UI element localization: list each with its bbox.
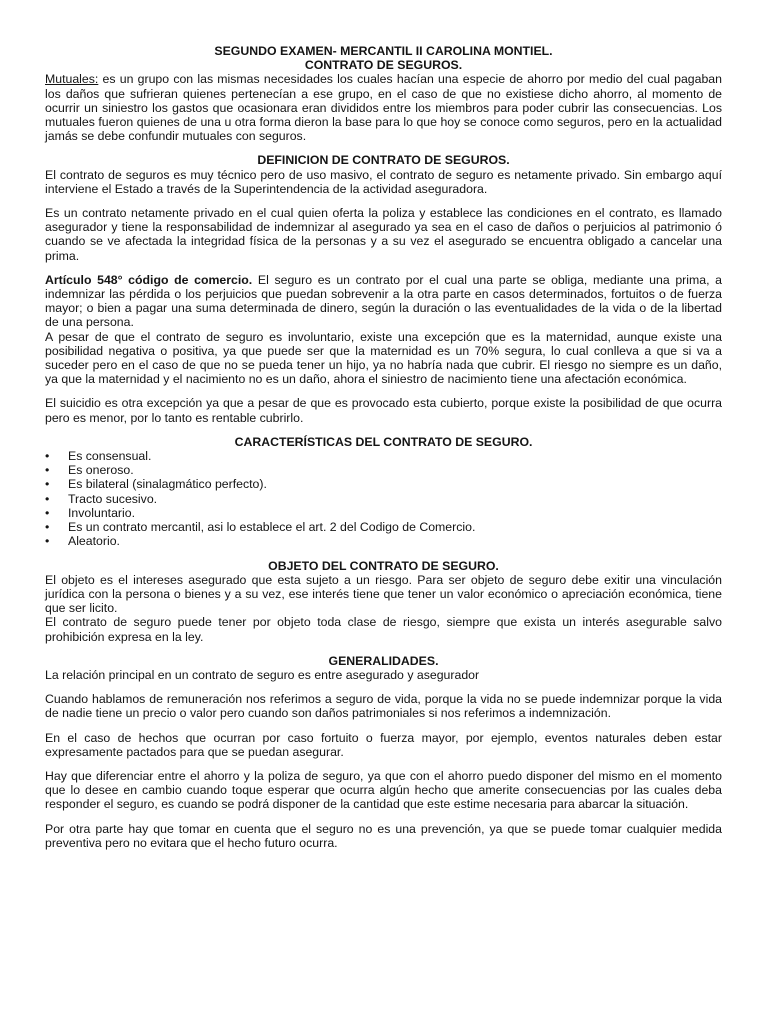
document-subtitle: CONTRATO DE SEGUROS. [304,58,463,73]
article-paragraph [45,273,722,330]
section-title-definicion: DEFINICION DE CONTRATO DE SEGUROS. [257,153,510,168]
spacer [45,721,722,731]
bullet-icon: • [45,477,50,492]
list-item-text: Tracto sucesivo. [68,491,158,506]
intro-text: es un grupo con las mismas necesidades los cuales hacían una especie de ahorro por medio del cual pagaban los daños que sufrieran quienes pertenecían a ese grupo, en el caso de que no existiese dicho ahorro, al momento de ocurrir un siniestro los gastos que ocasionara eran divididos entre los miembros para poder cubrir las consecuencias. Los mutuales fueron quienes de una u otra forma dieron la base para lo que hoy se conoce como seguros, pero en la actualidad jamás se debe confundir mutuales con seguros. [45,72,722,144]
definicion-paragraph-4: A pesar de que el contrato de seguro es involuntario, existe una excepción que es la maternidad, aunque existe una posibilidad negativa o positiva, ya que puede ser que la maternidad es un 70% segura, lo cual conlleva a que si va a suceder pero en el caso de que no se pueda tener un hijo, ya no habría nada que cubrir. El riesgo no siempre es un daño, ya que la maternidad y el nacimiento no es un daño, ahora el siniestro de nacimiento tiene una afectación económica. [45,329,722,387]
objeto-paragraph-2: El contrato de seguro puede tener por objeto toda clase de riesgo, siempre que exista un interés asegurable salvo prohibición expresa en la ley. [45,615,722,644]
list-item-text: Es bilateral (sinalagmático perfecto). [68,477,267,492]
spacer [45,759,722,769]
article-label: Artículo 548° código de comercio. [45,272,253,287]
article-text: El seguro es un contrato por el cual una parte se obliga, mediante una prima, a indemnizar las pérdida o los perjuicios que puedan sobrevenir a la otra parte en casos determinados, fortuitos o de fuerza mayor; o bien a pagar una suma determinada de dinero, según la duración o las eventualidades de la vida o de la libertad de una persona. [45,272,722,330]
list-item-text: Involuntario. [68,505,135,520]
generalidades-paragraph-3: En el caso de hechos que ocurran por caso fortuito o fuerza mayor, por ejemplo, eventos naturales deben estar expresamente pactados para que se puedan asegurar. [45,730,722,759]
section-title-objeto: OBJETO DEL CONTRATO DE SEGURO. [268,558,499,573]
list-item [45,449,722,463]
generalidades-paragraph-1: La relación principal en un contrato de seguro es entre asegurado y asegurador [45,667,480,682]
bullet-icon: • [45,449,50,464]
definicion-paragraph-5: El suicidio es otra excepción ya que a pesar de que es provocado esta cubierto, porque existe la posibilidad de que ocurra pero es menor, por lo tanto es rentable cubrirlo. [45,396,722,425]
section-title-generalidades: GENERALIDADES. [328,653,439,668]
spacer [45,549,722,559]
spacer [45,196,722,206]
section-title-caracteristicas: CARACTERÍSTICAS DEL CONTRATO DE SEGURO. [234,434,533,449]
spacer [45,386,722,396]
spacer [45,263,722,273]
list-item-text: Es consensual. [68,449,152,464]
bullet-icon: • [45,534,50,549]
spacer [45,812,722,822]
document-body [45,44,722,850]
list-item-text: Es oneroso. [68,463,134,478]
list-item [45,463,722,477]
bullet-icon: • [45,505,50,520]
objeto-paragraph-1: El objeto es el intereses asegurado que esta sujeto a un riesgo. Para ser objeto de seguro debe exitir una vinculación jurídica con la persona o bienes y a su vez, ese interés tiene que tener un valor económico o apreciación económica, tiene que ser licito. [45,572,722,616]
generalidades-paragraph-4: Hay que diferenciar entre el ahorro y la poliza de seguro, ya que con el ahorro puedo disponer del mismo en el momento que lo desee en cambio cuando toque esperar que ocurra algún hecho que amerite consecuencias por las cuales deba responder el seguro, es cuando se podrá disponer de la cantidad que este estime necesaria para abarcar la situación. [45,768,722,812]
generalidades-paragraph-5: Por otra parte hay que tomar en cuenta que el seguro no es una prevención, ya que se puede tomar cualquier medida preventiva pero no evitara que el hecho futuro ocurra. [45,821,722,850]
spacer [45,143,722,153]
list-item-text: Aleatorio. [68,534,120,549]
list-item [45,492,722,506]
definicion-paragraph-1: El contrato de seguros es muy técnico pero de uso masivo, el contrato de seguro es netamente privado. Sin embargo aquí interviene el Estado a través de la Superintendencia de la actividad aseguradora. [45,167,722,196]
bullet-icon: • [45,463,50,478]
generalidades-paragraph-2: Cuando hablamos de remuneración nos referimos a seguro de vida, porque la vida no se puede indemnizar porque la vida de nadie tiene un precio o valor pero cuando son daños patrimoniales si nos referimos a indemnización. [45,692,722,721]
bullet-icon: • [45,491,50,506]
spacer [45,425,722,435]
list-item [45,520,722,534]
spacer [45,682,722,692]
list-item [45,506,722,520]
list-item [45,477,722,491]
list-item-text: Es un contrato mercantil, asi lo establece el art. 2 del Codigo de Comercio. [68,520,476,535]
list-item [45,534,722,548]
intro-term: Mutuales: [45,72,99,87]
spacer [45,644,722,654]
definicion-paragraph-2: Es un contrato netamente privado en el cual quien oferta la poliza y establece las condiciones en el contrato, es llamado asegurador y tiene la responsabilidad de indemnizar al asegurado ya sea en el caso de daños o perjuicios al patrimonio ó cuando se ve afectada la integridad física de la personas y a su vez el asegurado se encuentra obligado a cancelar una prima. [45,206,722,263]
bullet-icon: • [45,520,50,535]
document-title: SEGUNDO EXAMEN- MERCANTIL II CAROLINA MONTIEL. [214,44,553,58]
caracteristicas-list [45,449,722,548]
intro-paragraph [45,72,722,143]
